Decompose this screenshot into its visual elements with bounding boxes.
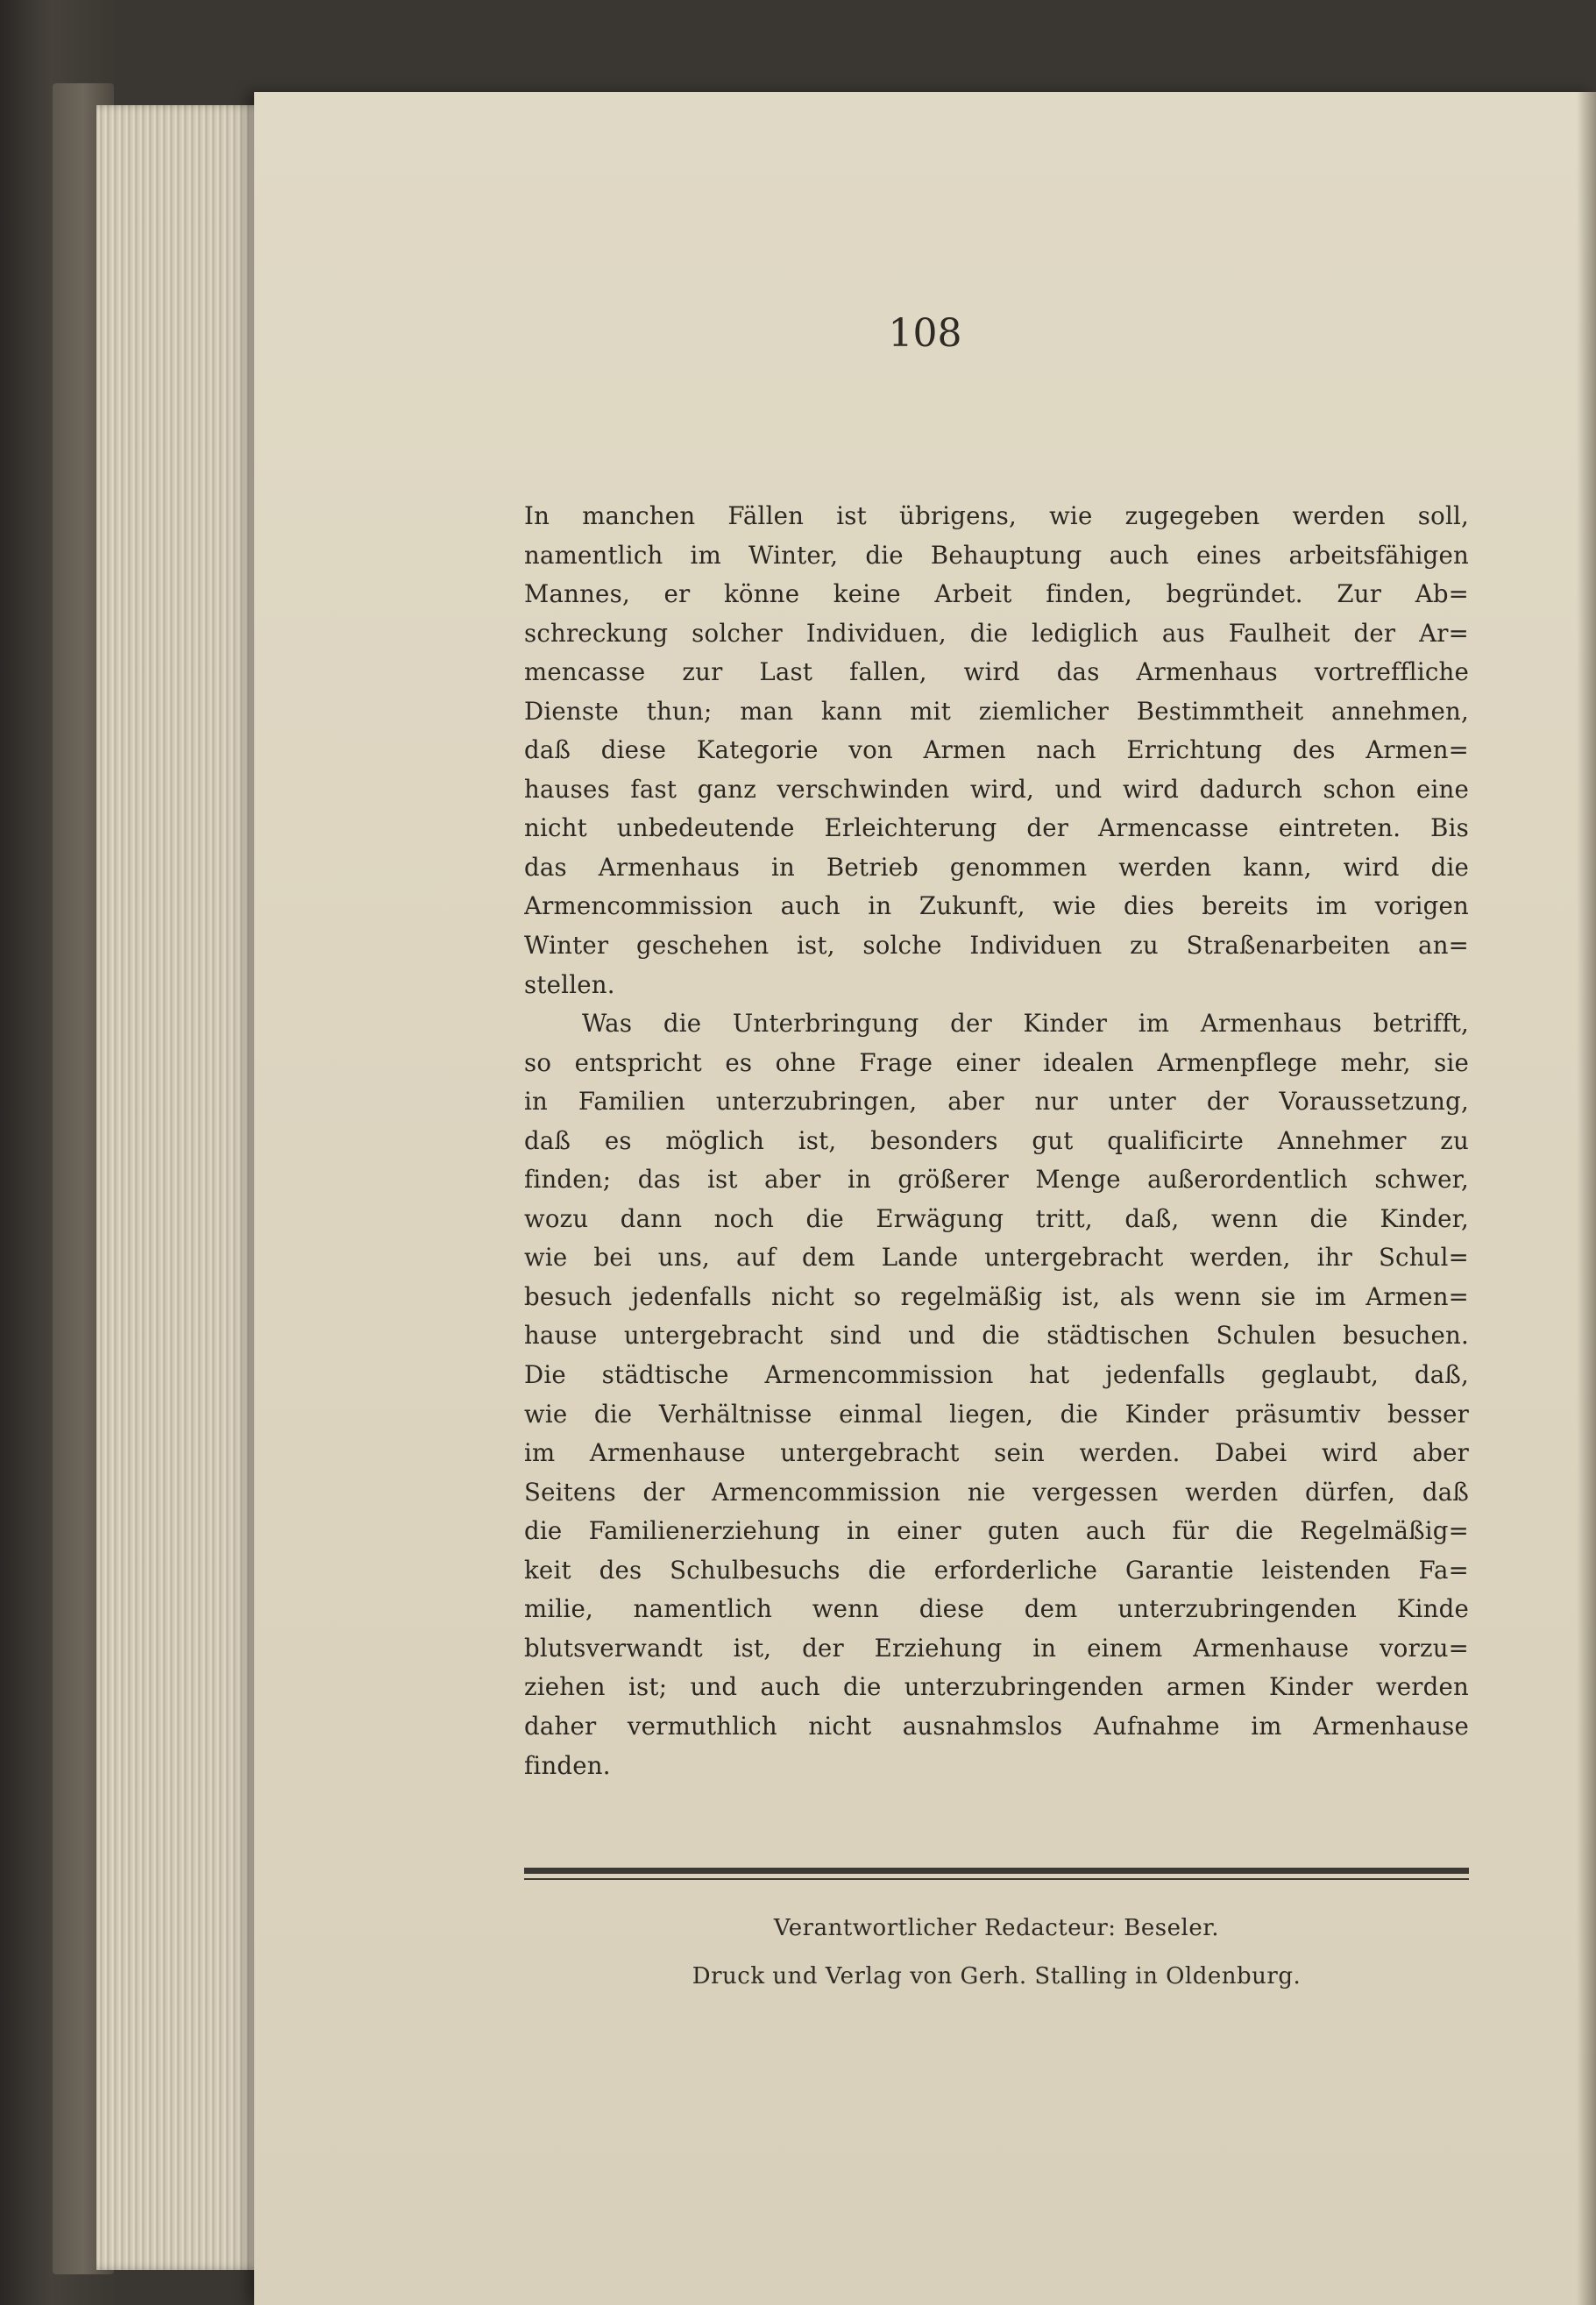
text-line: ziehen ist; und auch die unterzubringenden armen Kinder werden bbox=[524, 1672, 1469, 1702]
text-line: Mannes, er könne keine Arbeit finden, begründet. Zur Ab= bbox=[524, 579, 1469, 609]
text-line: daß diese Kategorie von Armen nach Errichtung des Armen= bbox=[524, 735, 1469, 765]
text-line: daß es möglich ist, besonders gut qualificirte Annehmer zu bbox=[524, 1125, 1469, 1155]
text-line: mencasse zur Last fallen, wird das Armenhaus vortreffliche bbox=[524, 657, 1469, 687]
text-line: stellen. bbox=[524, 969, 615, 999]
page-stack-edges bbox=[96, 105, 272, 2270]
text-line: In manchen Fällen ist übrigens, wie zugegeben werden soll, bbox=[524, 501, 1469, 530]
text-line: wie bei uns, auf dem Lande untergebracht werden, ihr Schul= bbox=[524, 1243, 1469, 1273]
page-number: 108 bbox=[888, 311, 962, 356]
text-line: wozu dann noch die Erwägung tritt, daß, wenn die Kinder, bbox=[524, 1203, 1469, 1233]
text-line: namentlich im Winter, die Behauptung auch eines arbeitsfähigen bbox=[524, 540, 1469, 570]
text-line: besuch jedenfalls nicht so regelmäßig ist, als wenn sie im Armen= bbox=[524, 1281, 1469, 1311]
text-line: schreckung solcher Individuen, die lediglich aus Faulheit der Ar= bbox=[524, 618, 1469, 648]
text-line: so entspricht es ohne Frage einer idealen Armenpflege mehr, sie bbox=[524, 1047, 1469, 1077]
text-line: die Familienerziehung in einer guten auch für die Regelmäßig= bbox=[524, 1516, 1469, 1546]
text-line: keit des Schulbesuchs die erforderliche Garantie leistenden Fa= bbox=[524, 1555, 1469, 1585]
text-line: das Armenhaus in Betrieb genommen werden kann, wird die bbox=[524, 852, 1469, 882]
imprint-editor: Verantwortlicher Redacteur: Beseler. bbox=[773, 1915, 1220, 1941]
body-text bbox=[524, 497, 1469, 1785]
text-line: Armencommission auch in Zukunft, wie dies bereits im vorigen bbox=[524, 891, 1469, 921]
text-line: finden. bbox=[524, 1750, 611, 1780]
book-page bbox=[254, 92, 1596, 2305]
text-line: Dienste thun; man kann mit ziemlicher Bestimmtheit annehmen, bbox=[524, 696, 1469, 726]
text-line: im Armenhause untergebracht sein werden. Dabei wird aber bbox=[524, 1438, 1469, 1468]
text-line: Was die Unterbringung der Kinder im Armenhaus betrifft, bbox=[582, 1009, 1469, 1039]
text-line: daher vermuthlich nicht ausnahmslos Aufnahme im Armenhause bbox=[524, 1711, 1469, 1741]
text-line: Seitens der Armencommission nie vergessen werden dürfen, daß bbox=[524, 1477, 1469, 1507]
text-line: milie, namentlich wenn diese dem unterzubringenden Kinde bbox=[524, 1594, 1469, 1624]
text-line: hause untergebracht sind und die städtischen Schulen besuchen. bbox=[524, 1321, 1469, 1351]
text-line: blutsverwandt ist, der Erziehung in einem Armenhause vorzu= bbox=[524, 1633, 1469, 1663]
imprint-printer: Druck und Verlag von Gerh. Stalling in Oldenburg. bbox=[692, 1963, 1302, 1989]
text-line: in Familien unterzubringen, aber nur unter der Voraussetzung, bbox=[524, 1087, 1469, 1117]
text-line: hauses fast ganz verschwinden wird, und wird dadurch schon eine bbox=[524, 774, 1469, 804]
footer-rule-thick bbox=[524, 1868, 1469, 1874]
text-line: finden; das ist aber in größerer Menge außerordentlich schwer, bbox=[524, 1165, 1469, 1195]
footer-rule-thin bbox=[524, 1878, 1469, 1880]
text-line: Winter geschehen ist, solche Individuen zu Straßenarbeiten an= bbox=[524, 931, 1469, 961]
text-line: Die städtische Armencommission hat jedenfalls geglaubt, daß, bbox=[524, 1360, 1469, 1390]
text-line: wie die Verhältnisse einmal liegen, die Kinder präsumtiv besser bbox=[524, 1399, 1469, 1429]
text-line: nicht unbedeutende Erleichterung der Armencasse eintreten. Bis bbox=[524, 813, 1469, 843]
